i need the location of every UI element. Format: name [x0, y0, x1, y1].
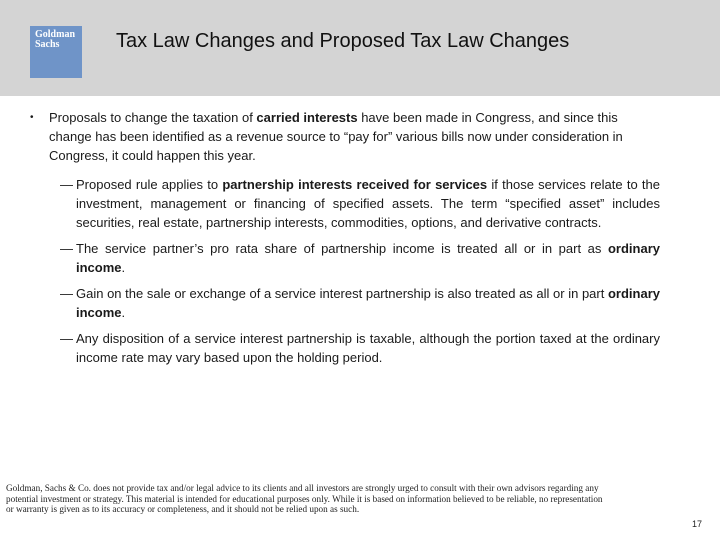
sub-bullet-text-1: Any disposition of a service interest partnership is taxable, although the portion taxed at the ordinary income rate may vary based upon the holding period. — [76, 331, 660, 365]
sub-bullet-text-1: The service partner’s pro rata share of partnership income is treated all or in part as — [76, 241, 608, 256]
sub-bullet-text-1: Gain on the sale or exchange of a service interest partnership is also treated as all or in part — [76, 286, 608, 301]
bullet-marker: • — [30, 112, 34, 123]
slide-title: Tax Law Changes and Proposed Tax Law Changes — [116, 30, 570, 52]
disclaimer-line-3: or warranty is given as to its accuracy or completeness, and it should not be relied upon as such. — [6, 504, 360, 514]
page-number: 17 — [692, 519, 703, 529]
sub-bullet-bold-text: ordinary income — [76, 241, 660, 275]
sub-bullet-text-1: Proposed rule applies to — [76, 177, 223, 192]
sub-bullet — [30, 284, 660, 322]
sub-bullet-dash: — — [60, 241, 73, 256]
sub-bullet-text-2: if those services relate to the investment, management or financing of specified assets. The term “specified asset” includes securities, real estate, partnership interests, commodities, options, and derivative contracts. — [76, 177, 660, 230]
sub-bullet — [30, 329, 660, 367]
sub-bullet-dash: — — [60, 331, 73, 346]
sub-bullet-text-2: . — [121, 260, 126, 275]
sub-bullet — [30, 175, 660, 232]
slide-header — [0, 0, 720, 96]
sub-bullet — [30, 239, 660, 277]
bullet-text-2: have been made in Congress, and since this change has been identified as a revenue source to “pay for” various bills now under consideration in Congress, it could happen this year. — [49, 110, 623, 163]
sub-bullet-dash: — — [60, 286, 73, 301]
legal-disclaimer — [6, 483, 666, 515]
sub-bullet-dash: — — [60, 177, 73, 192]
sub-bullet-text-2: . — [121, 305, 126, 320]
logo-text-line-2: Sachs — [35, 39, 60, 50]
disclaimer-line-1: Goldman, Sachs & Co. does not provide tax and/or legal advice to its clients and all investors are strongly urged to consult with their own advisors regarding any — [6, 483, 599, 493]
sub-bullet-bold-text: ordinary income — [76, 286, 660, 320]
bullet-text-1: Proposals to change the taxation of — [49, 110, 257, 125]
logo-text-line-1: Goldman — [35, 29, 76, 40]
main-bullet — [30, 108, 660, 165]
slide-body — [30, 108, 660, 374]
bullet-bold-text: carried interests — [256, 110, 358, 125]
disclaimer-line-2: potential investment or strategy. This material is intended for educational purposes only. While it is based on information believed to be reliable, no representation — [6, 493, 603, 504]
goldman-sachs-logo — [30, 26, 82, 78]
sub-bullet-bold-text: partnership interests received for services — [222, 177, 488, 192]
